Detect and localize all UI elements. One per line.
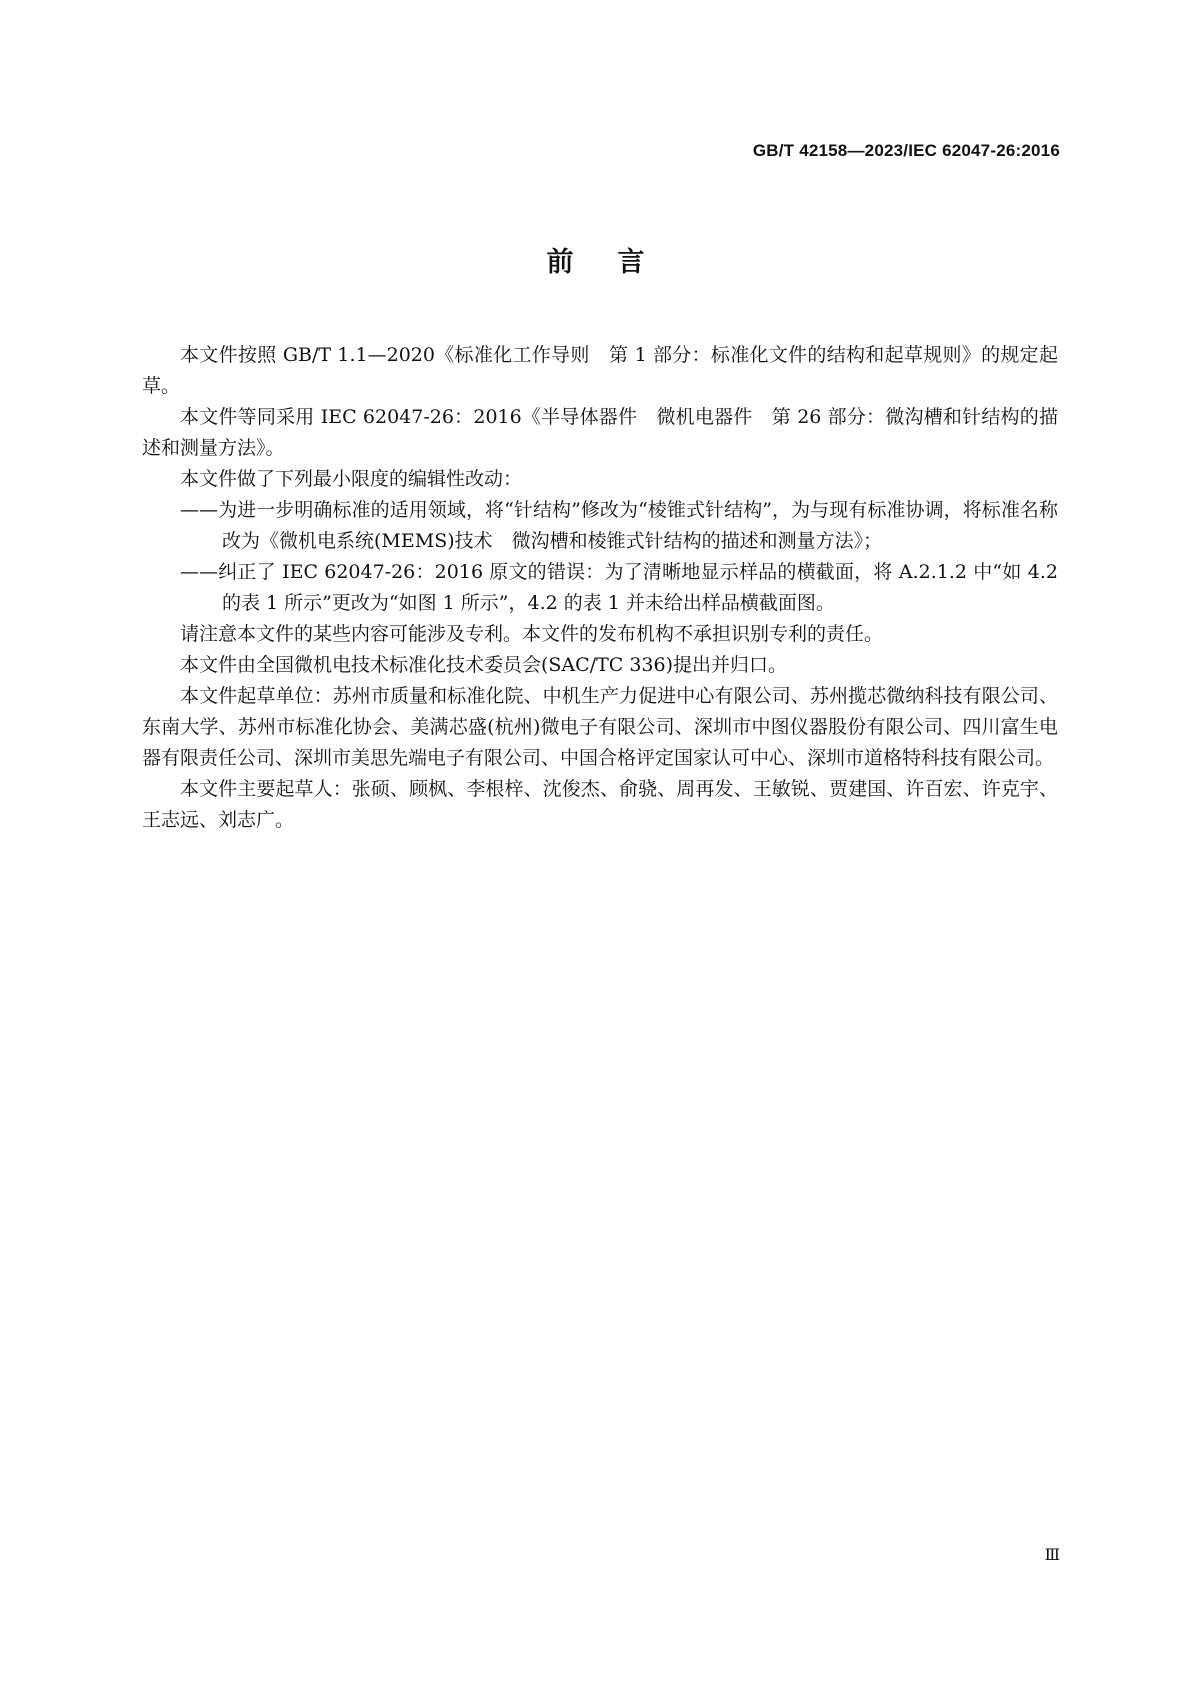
foreword-body: [142, 340, 1058, 836]
paragraph-proposer: 本文件由全国微机电技术标准化技术委员会(SAC/TC 336)提出并归口。: [180, 654, 788, 676]
paragraph-drafting-units: 本文件起草单位：苏州市质量和标准化院、中机生产力促进中心有限公司、苏州揽芯微纳科技有限公司、东南大学、苏州市标准化协会、美满芯盛(杭州)微电子有限公司、深圳市中图仪器股份有限公司、四川富生电器有限责任公司、深圳市美思先端电子有限公司、中国合格评定国家认可中心、深圳市道格特科技有限公司。: [142, 685, 1058, 769]
list-item-change-1: ——为进一步明确标准的适用领域，将“针结构”修改为“棱锥式针结构”，为与现有标准协调，将标准名称改为《微机电系统(MEMS)技术 微沟槽和棱锥式针结构的描述和测量方法》；: [180, 499, 1058, 552]
paragraph-adoption: 本文件等同采用 IEC 62047-26：2016《半导体器件 微机电器件 第 26 部分：微沟槽和针结构的描述和测量方法》。: [142, 406, 1058, 459]
page-title: 前言: [546, 247, 689, 278]
list-item-change-2: ——纠正了 IEC 62047-26：2016 原文的错误：为了清晰地显示样品的横截面，将 A.2.1.2 中“如 4.2 的表 1 所示”更改为“如图 1 所示”，4.2 的表 1 并未给出样品横截面图。: [180, 561, 1058, 614]
paragraph-drafting-rules: 本文件按照 GB/T 1.1—2020《标准化工作导则 第 1 部分：标准化文件的结构和起草规则》的规定起草。: [142, 344, 1058, 397]
standard-code-header: GB/T 42158—2023/IEC 62047-26:2016: [752, 141, 1060, 160]
paragraph-editorial-changes: 本文件做了下列最小限度的编辑性改动：: [180, 468, 523, 490]
paragraph-drafters: 本文件主要起草人：张硕、顾枫、李根梓、沈俊杰、俞骁、周再发、王敏锐、贾建国、许百宏、许克宇、王志远、刘志广。: [142, 778, 1058, 831]
page-number: Ⅲ: [1044, 1547, 1060, 1564]
paragraph-patent-notice: 请注意本文件的某些内容可能涉及专利。本文件的发布机构不承担识别专利的责任。: [180, 623, 884, 645]
